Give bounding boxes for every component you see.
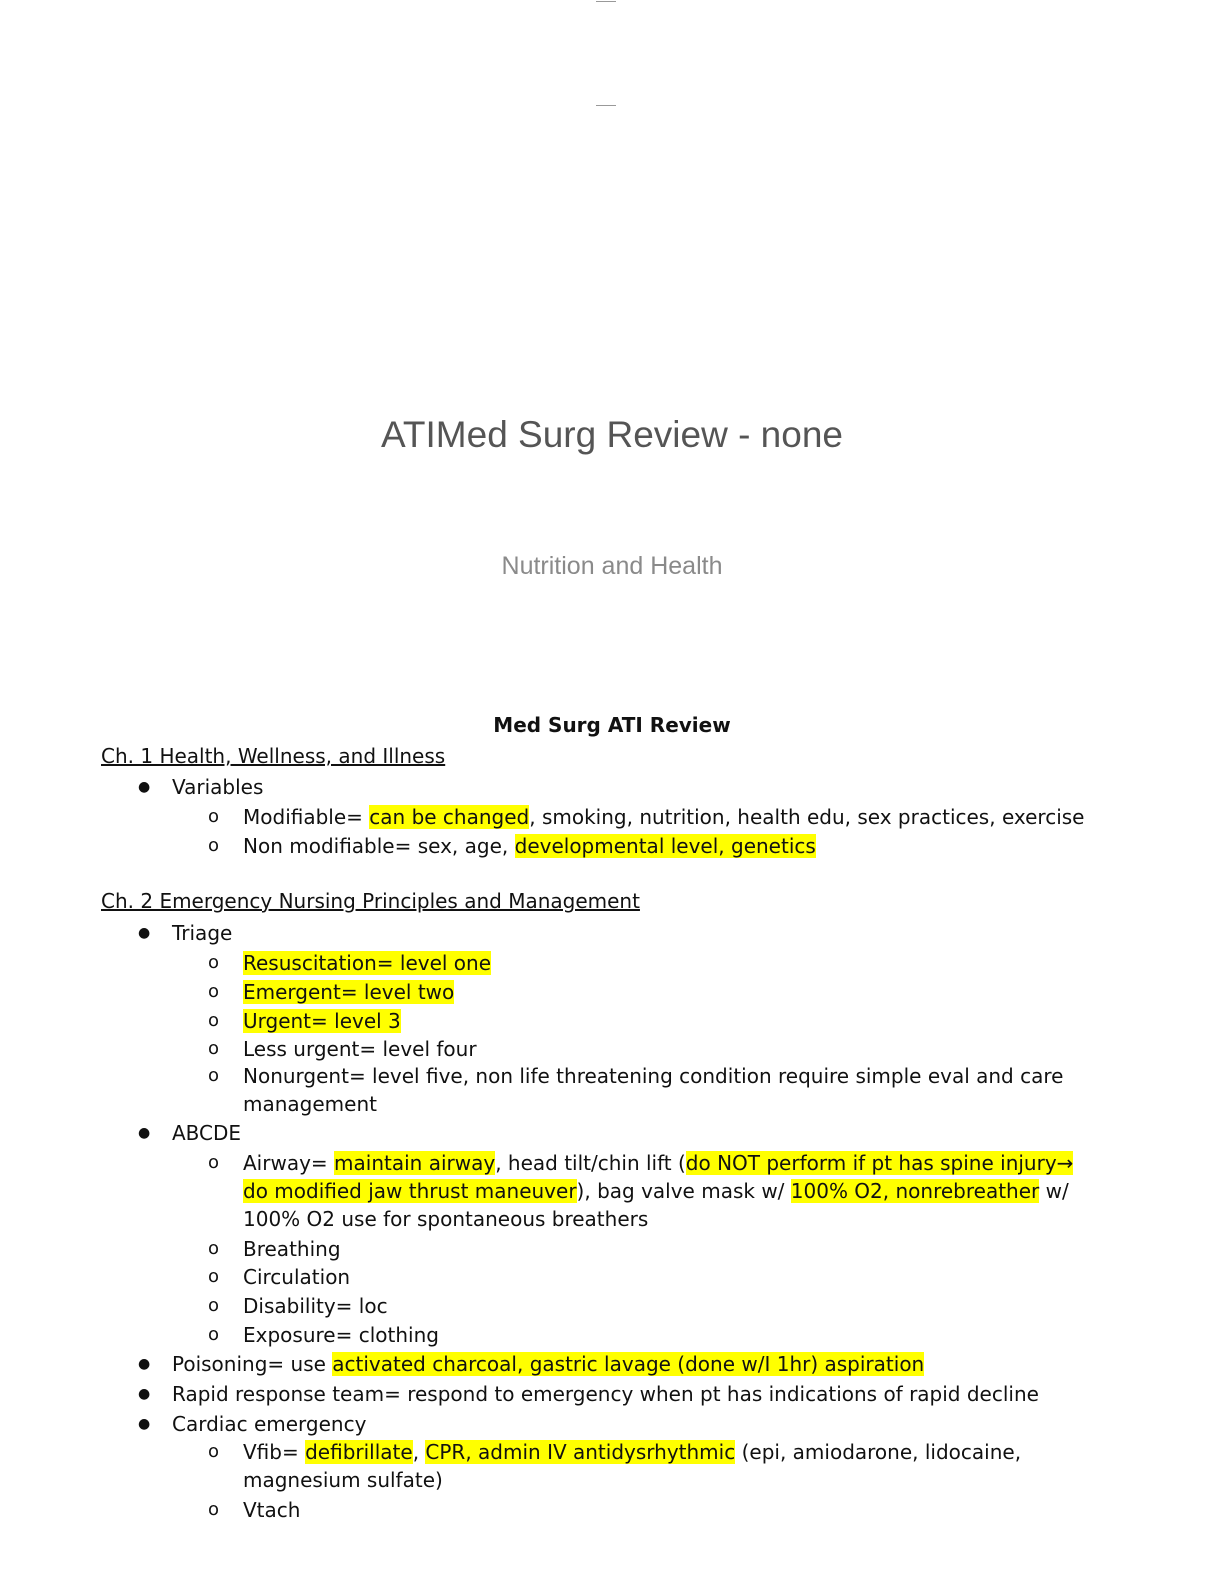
sub-bullet-marker: o bbox=[208, 1010, 220, 1031]
text-segment: Poisoning= use bbox=[172, 1352, 333, 1376]
highlighted-text: defibrillate bbox=[305, 1440, 413, 1464]
text-segment: Vtach bbox=[243, 1498, 301, 1522]
highlighted-text: developmental level, genetics bbox=[514, 834, 816, 858]
text-segment: Less urgent= level four bbox=[243, 1037, 477, 1061]
cover-subtitle: Nutrition and Health bbox=[501, 552, 723, 580]
highlighted-text: Emergent= level two bbox=[243, 980, 455, 1004]
text-segment: ABCDE bbox=[172, 1121, 242, 1145]
text-segment: , bbox=[412, 1440, 426, 1464]
sub-bullet-item bbox=[243, 803, 1084, 831]
text-segment: Vfib= bbox=[243, 1440, 306, 1464]
sub-bullet-marker: o bbox=[208, 1238, 220, 1259]
continuation-line bbox=[243, 1205, 648, 1233]
sub-bullet-item bbox=[243, 1235, 341, 1263]
header-rule bbox=[596, 105, 616, 106]
bullet-marker: ● bbox=[138, 1125, 151, 1141]
text-segment: Variables bbox=[172, 775, 264, 799]
text-segment: , smoking, nutrition, health edu, sex practices, exercise bbox=[529, 805, 1085, 829]
text-segment: Circulation bbox=[243, 1265, 351, 1289]
bullet-item bbox=[172, 773, 263, 801]
text-segment: Ch. 1 Health, Wellness, and Illness bbox=[101, 744, 446, 768]
highlighted-text: maintain airway bbox=[334, 1151, 496, 1175]
sub-bullet-marker: o bbox=[208, 835, 220, 856]
sub-bullet-item bbox=[243, 1321, 439, 1349]
text-segment: Rapid response team= respond to emergency when pt has indications of rapid decline bbox=[172, 1382, 1039, 1406]
sub-bullet-marker: o bbox=[208, 952, 220, 973]
sub-bullet-item bbox=[243, 1438, 1021, 1466]
text-segment: 100% O2 use for spontaneous breathers bbox=[243, 1207, 649, 1231]
sub-bullet-marker: o bbox=[208, 806, 220, 827]
text-segment: Triage bbox=[172, 921, 233, 945]
sub-bullet-marker: o bbox=[208, 1499, 220, 1520]
document-title: Med Surg ATI Review bbox=[493, 713, 731, 737]
bullet-marker: ● bbox=[138, 1416, 151, 1432]
highlighted-text: can be changed bbox=[369, 805, 530, 829]
bullet-item bbox=[172, 1119, 241, 1147]
bullet-item bbox=[172, 1410, 366, 1438]
bullet-marker: ● bbox=[138, 1386, 151, 1402]
sub-bullet-item bbox=[243, 832, 816, 860]
text-segment: (epi, amiodarone, lidocaine, bbox=[735, 1440, 1022, 1464]
highlighted-text: activated charcoal, gastric lavage (done w/I 1hr) aspiration bbox=[332, 1352, 925, 1376]
text-segment: Exposure= clothing bbox=[243, 1323, 439, 1347]
cover-title: ATIMed Surg Review - none bbox=[380, 414, 843, 455]
continuation-line bbox=[243, 1466, 443, 1494]
sub-bullet-item bbox=[243, 1292, 388, 1320]
text-segment: , head tilt/chin lift ( bbox=[495, 1151, 686, 1175]
sub-bullet-item bbox=[243, 1007, 401, 1035]
sub-bullet-item bbox=[243, 949, 491, 977]
text-segment: ), bag valve mask w/ bbox=[576, 1179, 791, 1203]
sub-bullet-marker: o bbox=[208, 1065, 220, 1086]
bullet-item bbox=[172, 919, 232, 947]
text-segment: Cardiac emergency bbox=[172, 1412, 367, 1436]
sub-bullet-item bbox=[243, 1496, 300, 1524]
bullet-item bbox=[172, 1350, 924, 1378]
sub-bullet-item bbox=[243, 1149, 1073, 1177]
section-heading bbox=[101, 887, 640, 915]
sub-bullet-marker: o bbox=[208, 1266, 220, 1287]
highlighted-text: do modified jaw thrust maneuver bbox=[243, 1179, 577, 1203]
bullet-marker: ● bbox=[138, 779, 151, 795]
highlighted-text: Urgent= level 3 bbox=[243, 1009, 401, 1033]
text-segment: management bbox=[243, 1092, 377, 1116]
sub-bullet-marker: o bbox=[208, 1152, 220, 1173]
text-segment: Modifiable= bbox=[243, 805, 370, 829]
top-rule bbox=[596, 1, 616, 2]
text-segment: Nonurgent= level five, non life threatening condition require simple eval and care bbox=[243, 1064, 1064, 1088]
text-segment: Disability= loc bbox=[243, 1294, 388, 1318]
continuation-line bbox=[243, 1090, 377, 1118]
sub-bullet-item bbox=[243, 978, 454, 1006]
text-segment: w/ bbox=[1039, 1179, 1069, 1203]
sub-bullet-marker: o bbox=[208, 981, 220, 1002]
sub-bullet-marker: o bbox=[208, 1441, 220, 1462]
highlighted-text: do NOT perform if pt has spine injury→ bbox=[685, 1151, 1074, 1175]
sub-bullet-item bbox=[243, 1062, 1063, 1090]
section-heading bbox=[101, 742, 445, 770]
highlighted-text: CPR, admin IV antidysrhythmic bbox=[425, 1440, 736, 1464]
text-segment: Airway= bbox=[243, 1151, 335, 1175]
bullet-marker: ● bbox=[138, 1356, 151, 1372]
sub-bullet-marker: o bbox=[208, 1324, 220, 1345]
bullet-marker: ● bbox=[138, 925, 151, 941]
text-segment: Ch. 2 Emergency Nursing Principles and Management bbox=[101, 889, 640, 913]
bullet-item bbox=[172, 1380, 1039, 1408]
highlighted-text: 100% O2, nonrebreather bbox=[790, 1179, 1040, 1203]
text-segment: Non modifiable= sex, age, bbox=[243, 834, 515, 858]
sub-bullet-marker: o bbox=[208, 1038, 220, 1059]
text-segment: magnesium sulfate) bbox=[243, 1468, 443, 1492]
sub-bullet-item bbox=[243, 1263, 350, 1291]
highlighted-text: Resuscitation= level one bbox=[243, 951, 492, 975]
sub-bullet-marker: o bbox=[208, 1295, 220, 1316]
text-segment: Breathing bbox=[243, 1237, 341, 1261]
continuation-line bbox=[243, 1177, 1069, 1205]
sub-bullet-item bbox=[243, 1035, 477, 1063]
